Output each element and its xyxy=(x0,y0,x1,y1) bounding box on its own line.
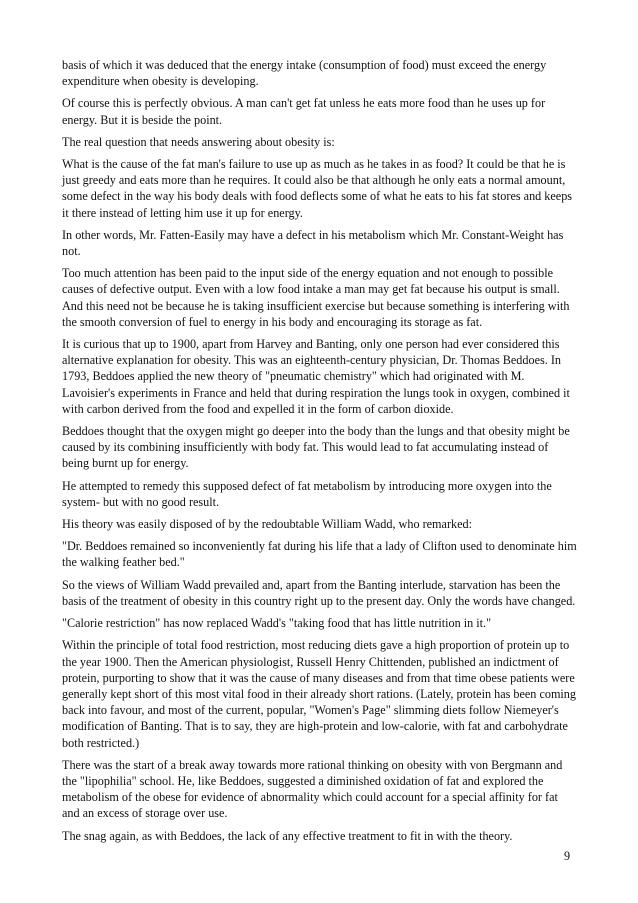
paragraph: Too much attention has been paid to the input side of the energy equation and not enough to possible causes of defective output. Even with a low food intake a man may get fat because his output is small. And this need not be because he is taking insufficient exercise but because something is interfering with the smooth conversion of fuel to energy in his body and encouraging its storage as fat. xyxy=(62,266,570,329)
paragraph: Of course this is perfectly obvious. A man can't get fat unless he eats more food than he uses up for energy. But it is beside the point. xyxy=(62,96,546,127)
paragraph: So the views of William Wadd prevailed and, apart from the Banting interlude, starvation has been the basis of the treatment of obesity in this country right up to the present day. Only the words have changed. xyxy=(62,577,576,608)
paragraph: It is curious that up to 1900, apart from Harvey and Banting, only one person had ever considered this alternative explanation for obesity. This was an eighteenth-century physician, Dr. Thomas Beddoes. In 1793, Beddoes applied the new theory of "pneumatic chemistry" which had originated with M. Lavoisier's experiments in France and held that during respiration the lungs took in oxygen, combined it with carbon derived from the food and expelled it in the form of carbon dioxide. xyxy=(62,337,570,416)
quotation: "Dr. Beddoes remained so inconveniently fat during his life that a lady of Clifton used to denominate him the walking feather bed." xyxy=(62,539,577,570)
paragraph: The snag again, as with Beddoes, the lack of any effective treatment to fit in with the theory. xyxy=(62,828,513,843)
paragraph: He attempted to remedy this supposed defect of fat metabolism by introducing more oxygen into the system- but with no good result. xyxy=(62,478,552,509)
paragraph: "Calorie restriction" has now replaced Wadd's "taking food that has little nutrition in it." xyxy=(62,616,492,631)
paragraph: The real question that needs answering about obesity is: xyxy=(62,134,335,149)
paragraph: Beddoes thought that the oxygen might go deeper into the body than the lungs and that obesity might be caused by its combining insufficiently with body fat. This would lead to fat accumulating instead of being burnt up for energy. xyxy=(62,424,570,471)
paragraph: There was the start of a break away towards more rational thinking on obesity with von Bergmann and the "lipophilia" school. He, like Beddoes, suggested a diminished oxidation of fat and explored the metabolism of the obese for evidence of abnormality which could account for a special affinity for fat and an excess of storage over use. xyxy=(62,757,563,821)
paragraph: basis of which it was deduced that the energy intake (consumption of food) must exceed the energy expenditure when obesity is developing. xyxy=(62,58,547,89)
paragraph: What is the cause of the fat man's failure to use up as much as he takes in as food? It could be that he is just greedy and eats more than he requires. It could also be that although he only eats a normal amount, some defect in the way his body deals with food deflects some of what he eats to his fat stores and keeps it there instead of letting him use it up for energy. xyxy=(62,157,573,220)
paragraph: In other words, Mr. Fatten-Easily may have a defect in his metabolism which Mr. Constant-Weight has not. xyxy=(62,227,564,259)
paragraph: Within the principle of total food restriction, most reducing diets gave a high proportion of protein up to the year 1900. Then the American physiologist, Russell Henry Chittenden, published an indictment of protein, purporting to show that it was the cause of many diseases and from that time obese patients were generally kept short of this most vital food in their already short rations. (Lately, protein has been coming back into favour, and most of the current, popular, "Women's Page" slimming diets follow Niemeyer's modification of Banting. That is to say, they are high-protein and low-calorie, with fat and carbohydrate both restricted.) xyxy=(62,638,576,750)
paragraph: His theory was easily disposed of by the redoubtable William Wadd, who remarked: xyxy=(62,517,472,532)
page-body xyxy=(62,57,577,850)
page-number: 9 xyxy=(564,849,571,863)
